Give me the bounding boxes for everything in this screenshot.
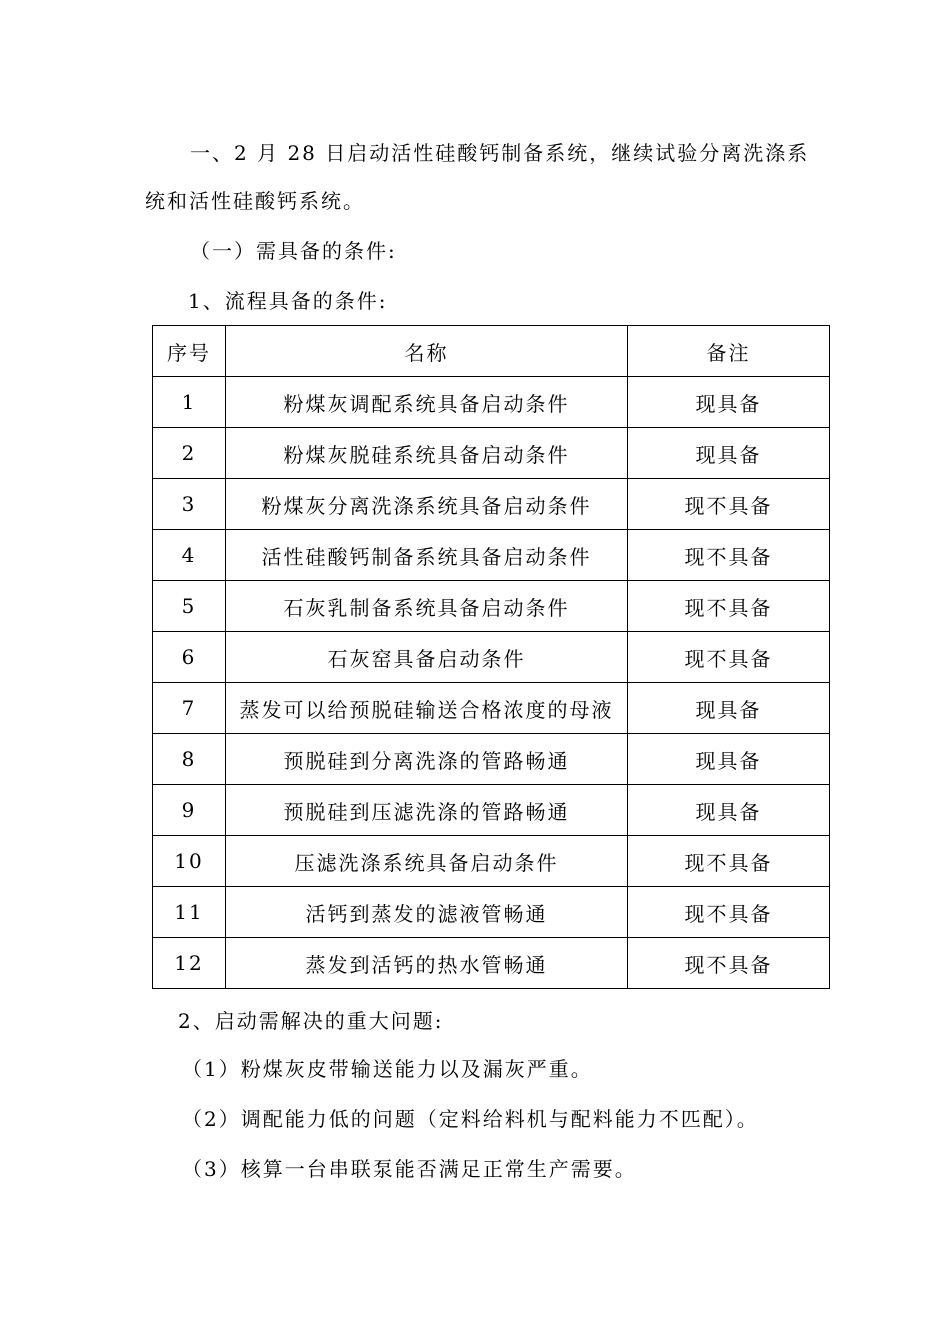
row-index: 10 [153,836,226,887]
row-name: 石灰乳制备系统具备启动条件 [226,581,628,632]
table-row [153,377,830,428]
row-remark: 现具备 [628,734,830,785]
row-index: 12 [153,938,226,989]
table-row [153,428,830,479]
row-name: 粉煤灰脱硅系统具备启动条件 [226,428,628,479]
list-item: （2）调配能力低的问题（定料给料机与配料能力不匹配）。 [182,1107,759,1131]
table-row [153,887,830,938]
row-remark: 现具备 [628,377,830,428]
table-header-row [153,326,830,377]
row-name: 活性硅酸钙制备系统具备启动条件 [226,530,628,581]
row-remark: 现不具备 [628,530,830,581]
row-remark: 现不具备 [628,887,830,938]
row-name: 预脱硅到压滤洗涤的管路畅通 [226,785,628,836]
table-row [153,785,830,836]
paragraph-heading-line-2: 统和活性硅酸钙系统。 [145,189,365,213]
row-name: 粉煤灰分离洗涤系统具备启动条件 [226,479,628,530]
header-index: 序号 [153,326,226,377]
list-item: （3）核算一台串联泵能否满足正常生产需要。 [182,1157,637,1181]
row-index: 3 [153,479,226,530]
row-name: 蒸发可以给预脱硅输送合格浓度的母液 [226,683,628,734]
row-index: 1 [153,377,226,428]
row-index: 6 [153,632,226,683]
subsection-heading: 1、流程具备的条件: [188,289,388,313]
table-row [153,479,830,530]
row-remark: 现不具备 [628,479,830,530]
subsection-heading-2: 2、启动需解决的重大问题: [178,1009,444,1033]
header-name: 名称 [226,326,628,377]
section-heading: （一）需具备的条件: [190,239,397,263]
table-row [153,734,830,785]
table-row [153,632,830,683]
paragraph-heading-line-1: 一、2 月 28 日启动活性硅酸钙制备系统，继续试验分离洗涤系 [190,141,810,165]
row-name: 粉煤灰调配系统具备启动条件 [226,377,628,428]
row-index: 5 [153,581,226,632]
table-row [153,938,830,989]
row-remark: 现具备 [628,428,830,479]
row-remark: 现不具备 [628,581,830,632]
row-index: 4 [153,530,226,581]
row-index: 11 [153,887,226,938]
row-index: 9 [153,785,226,836]
row-remark: 现不具备 [628,938,830,989]
row-name: 石灰窑具备启动条件 [226,632,628,683]
row-name: 蒸发到活钙的热水管畅通 [226,938,628,989]
row-remark: 现不具备 [628,836,830,887]
row-name: 预脱硅到分离洗涤的管路畅通 [226,734,628,785]
row-remark: 现不具备 [628,632,830,683]
row-index: 2 [153,428,226,479]
row-name: 活钙到蒸发的滤液管畅通 [226,887,628,938]
table-row [153,530,830,581]
row-remark: 现具备 [628,683,830,734]
conditions-table [152,325,830,989]
table-row [153,836,830,887]
row-index: 7 [153,683,226,734]
table-row [153,683,830,734]
row-index: 8 [153,734,226,785]
list-item: （1）粉煤灰皮带输送能力以及漏灰严重。 [182,1057,593,1081]
row-name: 压滤洗涤系统具备启动条件 [226,836,628,887]
header-remark: 备注 [628,326,830,377]
row-remark: 现具备 [628,785,830,836]
table-row [153,581,830,632]
